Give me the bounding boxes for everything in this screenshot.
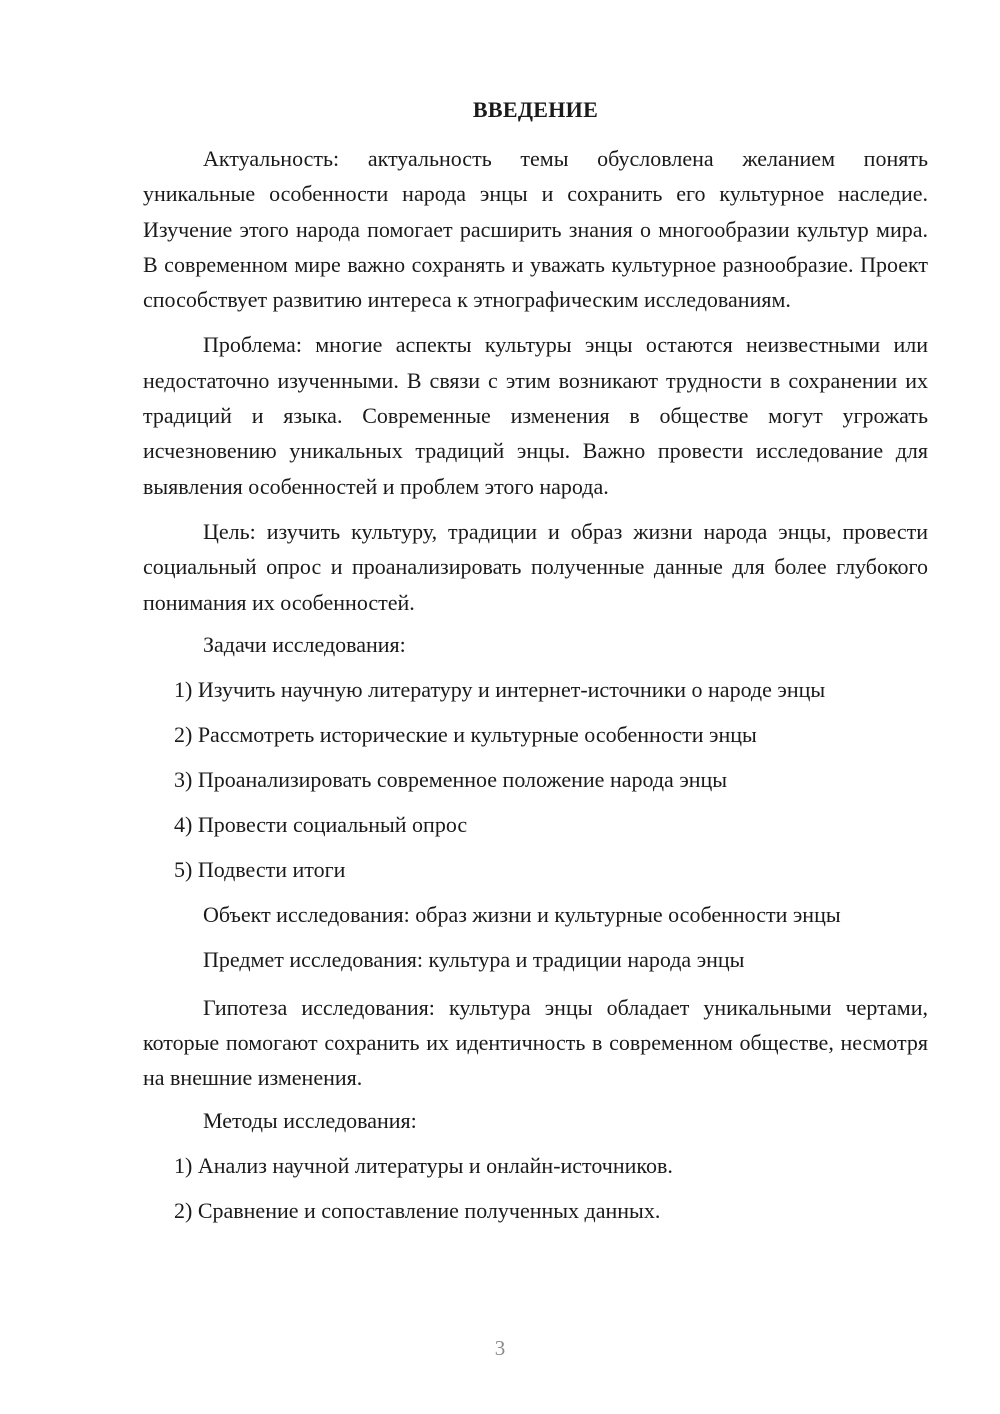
hypothesis-paragraph: Гипотеза исследования: культура энцы обладает уникальными чертами, которые помогают сохранить их идентичность в современном обществе, несмотря на внешние изменения. <box>143 994 928 1091</box>
task-item: 2) Рассмотреть исторические и культурные особенности энцы <box>174 721 757 747</box>
methods-heading: Методы исследования: <box>203 1107 417 1133</box>
task-item: 1) Изучить научную литературу и интернет-источники о народе энцы <box>174 676 826 702</box>
page-number: 3 <box>494 1336 506 1360</box>
page-title: ВВЕДЕНИЕ <box>472 97 599 122</box>
method-item: 2) Сравнение и сопоставление полученных данных. <box>174 1197 661 1223</box>
page-content <box>143 95 928 1241</box>
task-item: 3) Проанализировать современное положение народа энцы <box>174 766 728 792</box>
research-object: Объект исследования: образ жизни и культурные особенности энцы <box>203 901 841 927</box>
method-item: 1) Анализ научной литературы и онлайн-источников. <box>174 1152 673 1178</box>
task-item: 4) Провести социальный опрос <box>174 811 468 837</box>
problem-paragraph: Проблема: многие аспекты культуры энцы остаются неизвестными или недостаточно изученными. В связи с этим возникают трудности в сохранении их традиций и языка. Современные изменения в обществе могут угрожать исчезновению уникальных традиций энцы. Важно провести исследование для выявления особенностей и проблем этого народа. <box>143 332 928 499</box>
goal-paragraph: Цель: изучить культуру, традиции и образ жизни народа энцы, провести социальный опрос и проанализировать полученные данные для более глубокого понимания их особенностей. <box>143 518 928 615</box>
relevance-paragraph: Актуальность: актуальность темы обусловлена желанием понять уникальные особенности народа энцы и сохранить его культурное наследие. Изучение этого народа помогает расширить знания о многообразии культур мира. В современном мире важно сохранять и уважать культурное разнообразие. Проект способствует развитию интереса к этнографическим исследованиям. <box>143 146 928 313</box>
tasks-heading: Задачи исследования: <box>203 631 406 657</box>
task-item: 5) Подвести итоги <box>174 856 346 882</box>
research-subject: Предмет исследования: культура и традиции народа энцы <box>203 946 745 972</box>
